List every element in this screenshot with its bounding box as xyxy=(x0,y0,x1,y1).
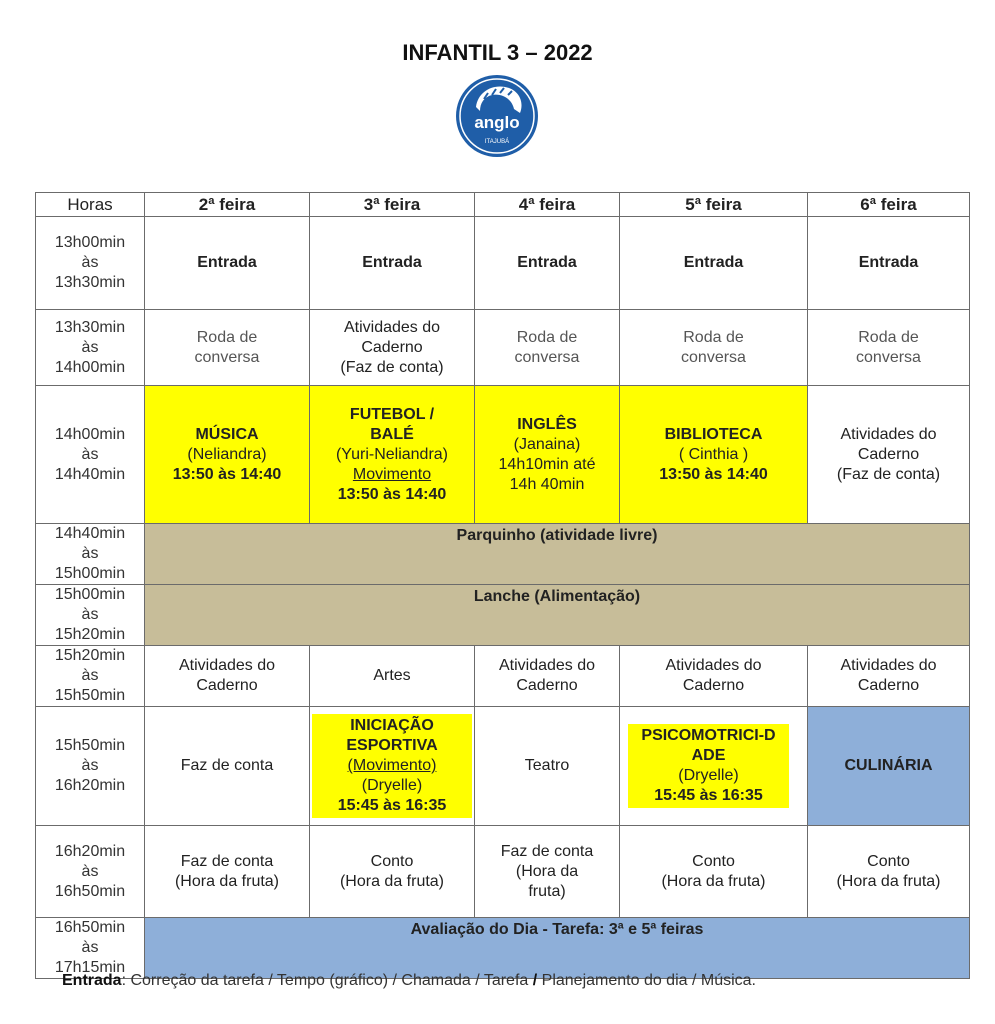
schedule-cell: Atividades do Caderno xyxy=(808,646,970,707)
schedule-cell: Atividades do Caderno (Faz de conta) xyxy=(310,310,475,386)
schedule-cell: Roda de conversa xyxy=(808,310,970,386)
time-cell: 13h30min às 14h00min xyxy=(36,310,145,386)
library-cell: BIBLIOTECA ( Cinthia ) 13:50 às 14:40 xyxy=(620,386,808,524)
schedule-table xyxy=(35,192,970,979)
time-cell: 15h50min às 16h20min xyxy=(36,707,145,826)
header-row xyxy=(36,193,970,217)
schedule-cell: Atividades do Caderno xyxy=(475,646,620,707)
table-row xyxy=(36,524,970,585)
header-cell: 3ª feira xyxy=(310,193,475,217)
english-cell: INGLÊS (Janaina) 14h10min até 14h 40min xyxy=(475,386,620,524)
schedule-cell: Conto (Hora da fruta) xyxy=(620,826,808,918)
sports-initiation-cell: INICIAÇÃO ESPORTIVA (Movimento) (Dryelle) 15:45 às 16:35 xyxy=(310,707,475,826)
schedule-cell: Entrada xyxy=(310,217,475,310)
schedule-cell: Roda de conversa xyxy=(475,310,620,386)
schedule-cell: Conto (Hora da fruta) xyxy=(808,826,970,918)
schedule-cell: Atividades do Caderno (Faz de conta) xyxy=(808,386,970,524)
header-cell: 4ª feira xyxy=(475,193,620,217)
schedule-cell: Entrada xyxy=(808,217,970,310)
anglo-logo xyxy=(454,73,540,159)
snack-band: Lanche (Alimentação) xyxy=(145,585,970,646)
football-ballet-cell: FUTEBOL / BALÉ (Yuri-Neliandra) Movimento 13:50 às 14:40 xyxy=(310,386,475,524)
table-row xyxy=(36,585,970,646)
schedule-cell: Faz de conta (Hora da fruta) xyxy=(475,826,620,918)
schedule-cell: Atividades do Caderno xyxy=(620,646,808,707)
header-cell: 5ª feira xyxy=(620,193,808,217)
schedule-cell: Roda de conversa xyxy=(145,310,310,386)
table-row xyxy=(36,310,970,386)
playground-band: Parquinho (atividade livre) xyxy=(145,524,970,585)
svg-text:ITAJUBÁ: ITAJUBÁ xyxy=(484,139,510,145)
schedule-cell: Entrada xyxy=(475,217,620,310)
header-cell: Horas xyxy=(36,193,145,217)
cooking-cell: CULINÁRIA xyxy=(808,707,970,826)
time-cell: 16h50min às 17h15min xyxy=(36,918,145,979)
psychomotricity-cell: PSICOMOTRICI-D ADE (Dryelle) 15:45 às 16:35 xyxy=(620,707,808,826)
table-row xyxy=(36,646,970,707)
schedule-cell: Faz de conta xyxy=(145,707,310,826)
header-cell: 6ª feira xyxy=(808,193,970,217)
schedule-cell: Conto (Hora da fruta) xyxy=(310,826,475,918)
table-row xyxy=(36,826,970,918)
time-cell: 15h00min às 15h20min xyxy=(36,585,145,646)
header-cell: 2ª feira xyxy=(145,193,310,217)
schedule-cell: Roda de conversa xyxy=(620,310,808,386)
table-row xyxy=(36,918,970,979)
schedule-cell: Entrada xyxy=(145,217,310,310)
schedule-cell: Artes xyxy=(310,646,475,707)
schedule-cell: Faz de conta (Hora da fruta) xyxy=(145,826,310,918)
page-title: INFANTIL 3 – 2022 xyxy=(402,40,593,65)
schedule-cell: Atividades do Caderno xyxy=(145,646,310,707)
footer-note: Entrada: Correção da tarefa / Tempo (gráfico) / Chamada / Tarefa / Planejamento do dia / Música. xyxy=(62,972,756,989)
time-cell: 15h20min às 15h50min xyxy=(36,646,145,707)
svg-text:anglo: anglo xyxy=(474,113,520,132)
time-cell: 14h00min às 14h40min xyxy=(36,386,145,524)
table-row xyxy=(36,386,970,524)
day-evaluation-band: Avaliação do Dia - Tarefa: 3ª e 5ª feiras xyxy=(145,918,970,979)
time-cell: 16h20min às 16h50min xyxy=(36,826,145,918)
table-row xyxy=(36,217,970,310)
time-cell: 14h40min às 15h00min xyxy=(36,524,145,585)
schedule-cell: Entrada xyxy=(620,217,808,310)
schedule-cell: Teatro xyxy=(475,707,620,826)
music-cell: MÚSICA (Neliandra) 13:50 às 14:40 xyxy=(145,386,310,524)
table-row xyxy=(36,707,970,826)
time-cell: 13h00min às 13h30min xyxy=(36,217,145,310)
